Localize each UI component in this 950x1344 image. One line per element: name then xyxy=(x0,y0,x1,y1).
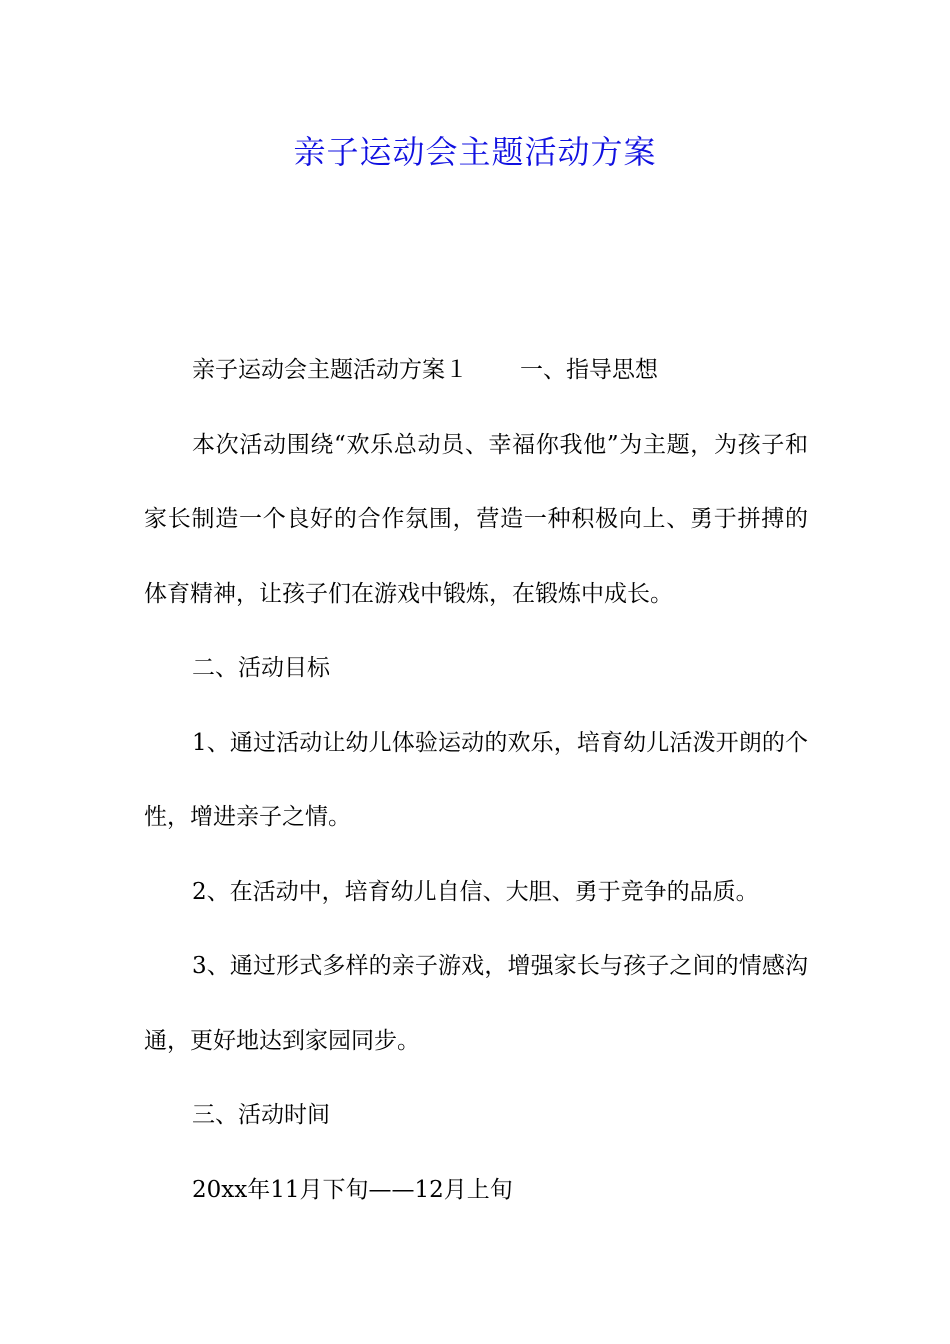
plan-label: 亲子运动会主题活动方案１ xyxy=(192,357,468,383)
section-1-body: 本次活动围绕“欢乐总动员、幸福你我他”为主题，为孩子和家长制造一个良好的合作氛围，营造一种积极向上、勇于拼搏的体育精神，让孩子们在游戏中锻炼，在锻炼中成长。 xyxy=(144,431,808,607)
section-2-item-2: 2、在活动中，培育幼儿自信、大胆、勇于竞争的品质。 xyxy=(192,878,759,905)
section-1-heading-line xyxy=(144,333,808,408)
section-1-heading: 一、指导思想 xyxy=(520,357,658,383)
document-title: 亲子运动会主题活动方案 xyxy=(293,133,657,171)
section-3-heading: 三、活动时间 xyxy=(192,1102,330,1128)
section-2-item-3: 3、通过形式多样的亲子游戏，增强家长与孩子之间的情感沟通，更好地达到家园同步。 xyxy=(144,953,808,1054)
document-body xyxy=(144,333,808,1227)
section-2-heading: 二、活动目标 xyxy=(192,655,330,681)
section-2-item-1: 1、通过活动让幼儿体验运动的欢乐，培育幼儿活泼开朗的个性，增进亲子之情。 xyxy=(144,729,808,830)
section-3-body: 20xx年11月下旬——12月上旬 xyxy=(192,1176,513,1203)
